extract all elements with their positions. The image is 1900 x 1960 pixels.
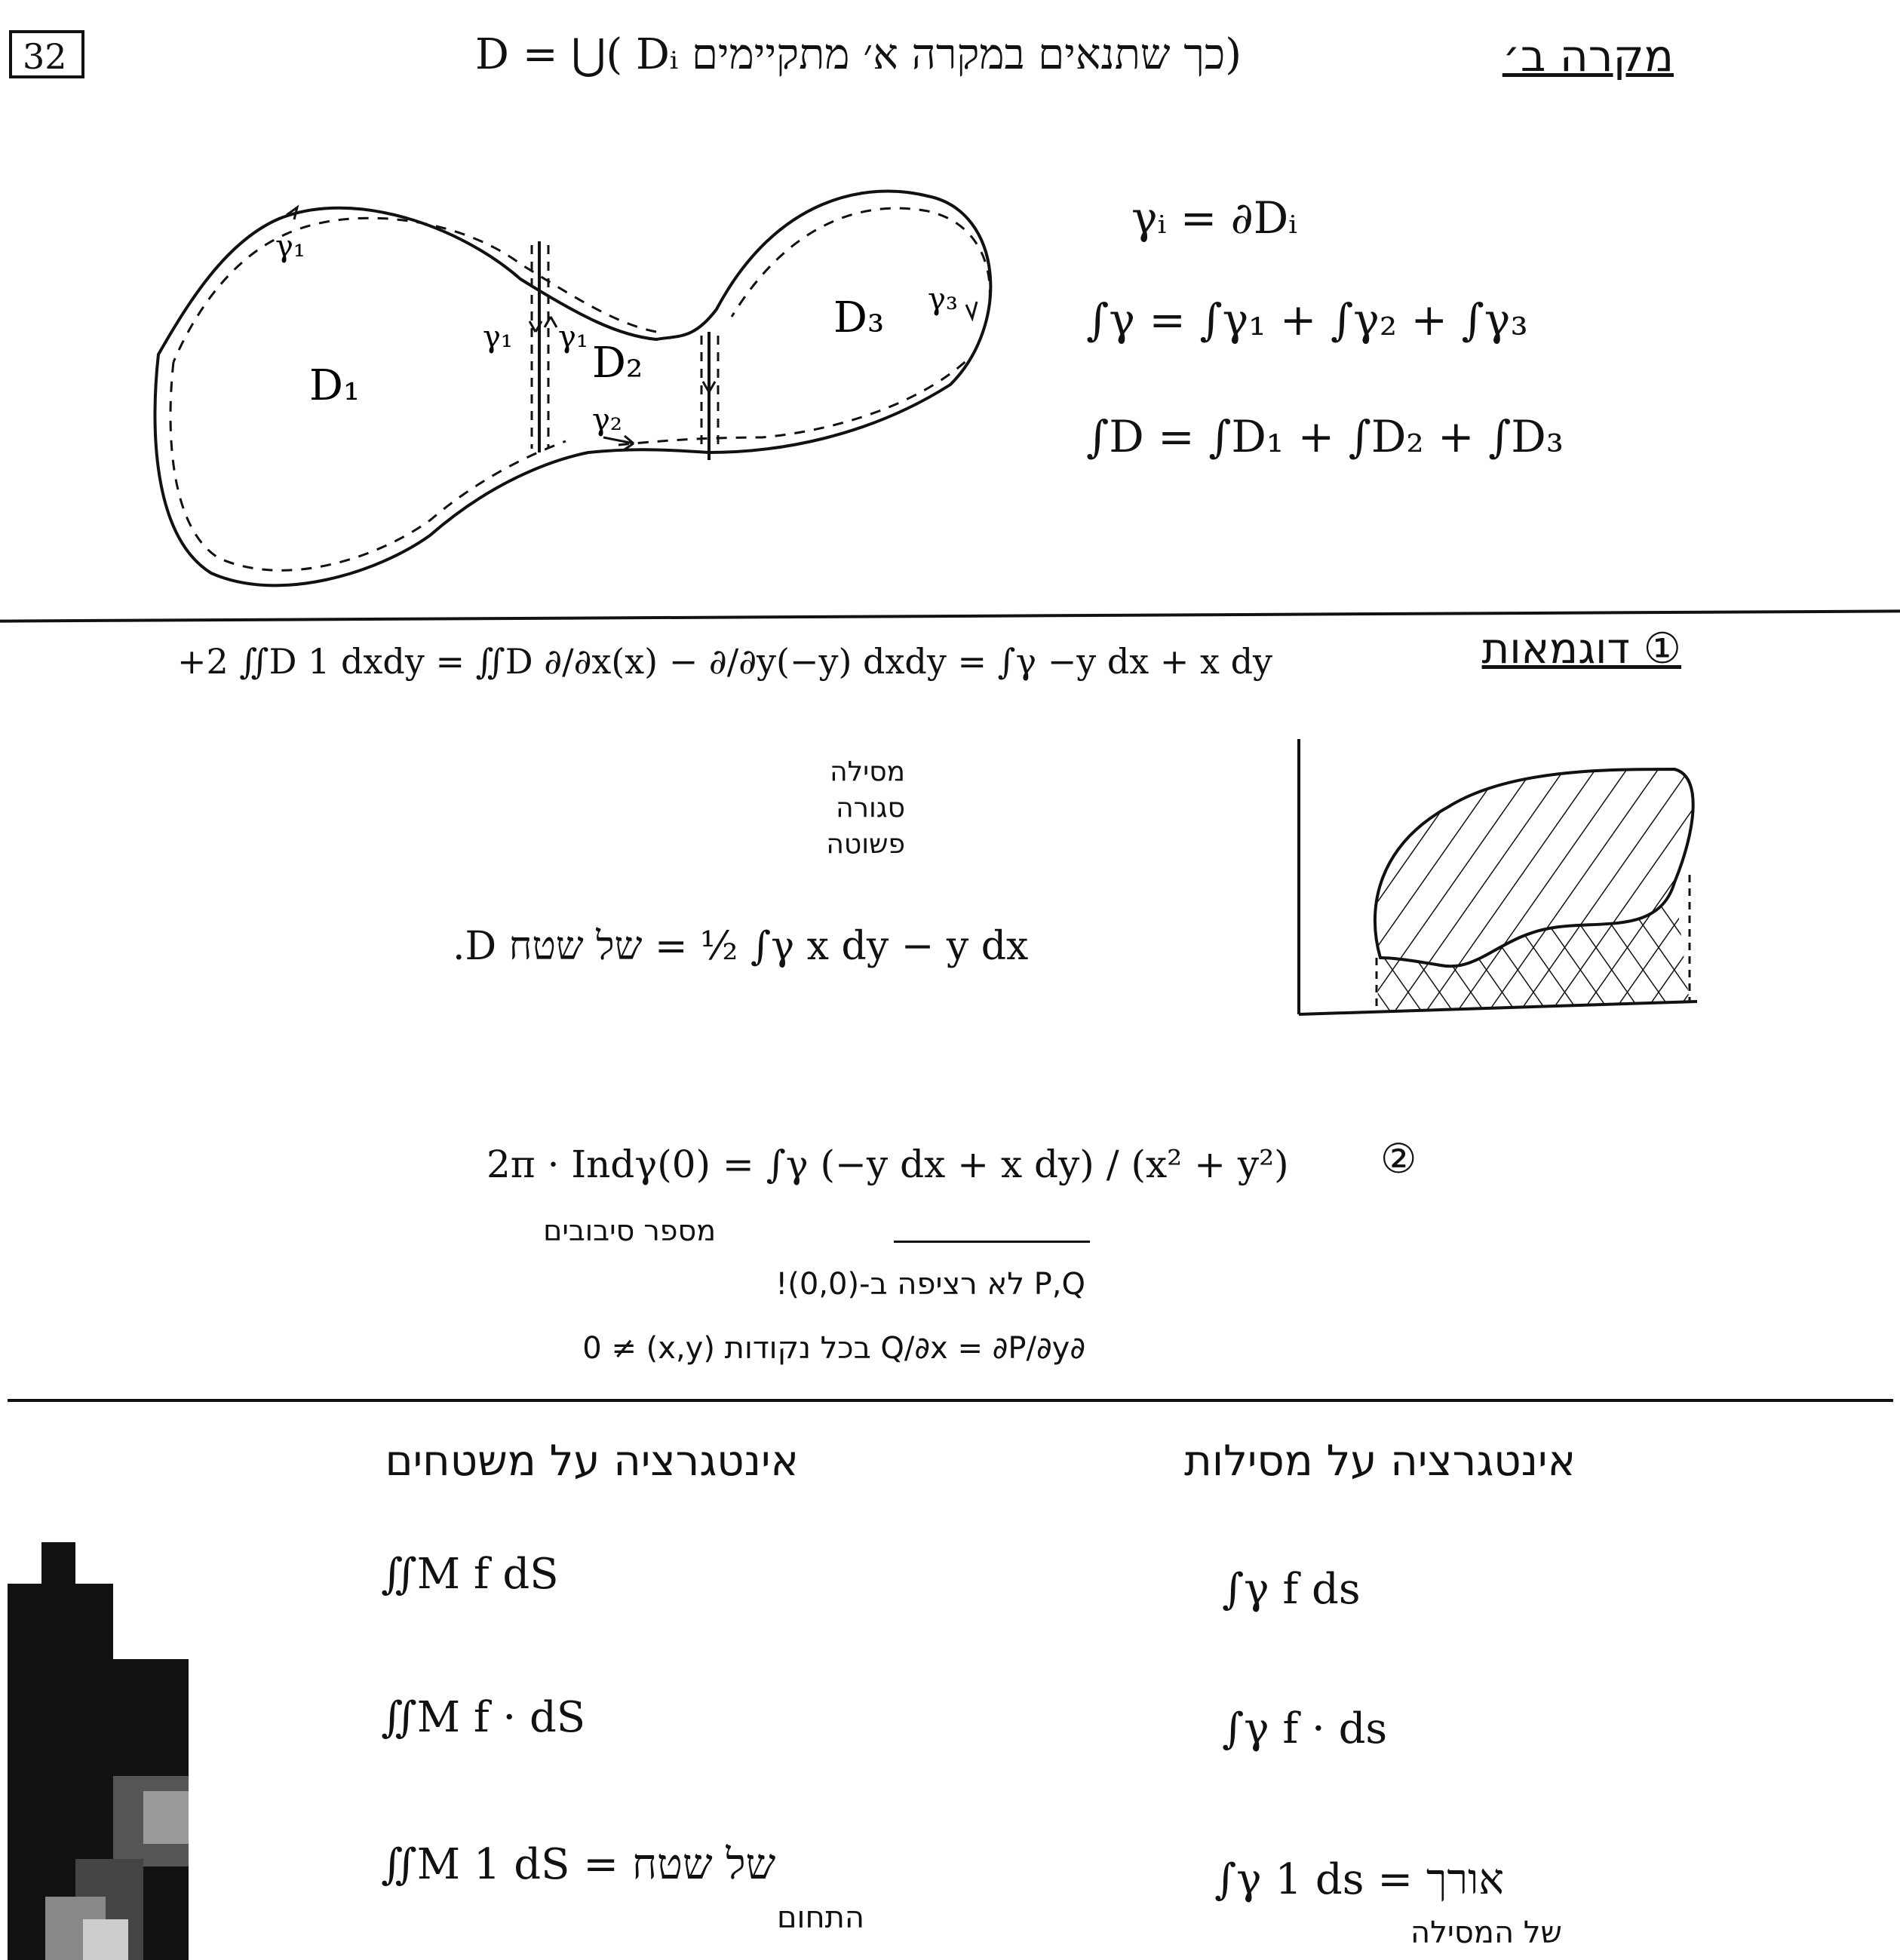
surface-item-1: ∬M f dS bbox=[381, 1550, 559, 1599]
hatched-region-figure bbox=[1282, 724, 1705, 1026]
line-item-2: ∫γ f · ds bbox=[1222, 1704, 1388, 1753]
line-length-note: של המסילה bbox=[1410, 1916, 1562, 1950]
curve-label-3: γ₁ bbox=[558, 320, 588, 354]
curve-label-2: γ₁ bbox=[483, 320, 513, 354]
index-label: מספר סיבובים bbox=[543, 1214, 716, 1247]
curve-note-line-3: פשוטה bbox=[826, 829, 905, 860]
curve-label-5: γ₃ bbox=[928, 282, 958, 317]
area-formula: .D של שטח = ½ ∫γ x dy − y dx bbox=[453, 924, 1029, 969]
page-number: 32 bbox=[23, 36, 67, 77]
green-formula: +2 ∬D 1 dxdy = ∬D ∂/∂x(x) − ∂/∂y(−y) dxdy = ∫γ −y dx + x dy bbox=[177, 641, 1273, 682]
index-underline bbox=[894, 1241, 1090, 1243]
curve-note-line-2: סגורה bbox=[836, 793, 905, 824]
curve-note bbox=[800, 754, 905, 863]
index-formula: 2π · Indγ(0) = ∫γ (−y dx + x dy) / (x² + y²) bbox=[487, 1143, 1289, 1186]
examples-title: ① דוגמאות bbox=[1481, 624, 1681, 673]
eq-line-sum: ∫γ = ∫γ₁ + ∫γ₂ + ∫γ₃ bbox=[1086, 294, 1528, 345]
curve-label-1: γ₁ bbox=[275, 229, 305, 264]
example-2-marker: ② bbox=[1380, 1135, 1417, 1182]
page-number-box bbox=[9, 30, 84, 78]
curve-note-line-1: מסילה bbox=[830, 756, 905, 787]
region-label-d2: D₂ bbox=[592, 339, 643, 388]
line-item-1: ∫γ f ds bbox=[1222, 1565, 1361, 1614]
divider-1 bbox=[0, 609, 1900, 622]
region-label-d1: D₁ bbox=[309, 361, 361, 410]
surface-area-note: התחום bbox=[777, 1900, 864, 1935]
curve-label-4: γ₂ bbox=[592, 403, 622, 437]
eq-area-sum: ∫D = ∫D₁ + ∫D₂ + ∫D₃ bbox=[1086, 411, 1564, 462]
region-label-d3: D₃ bbox=[833, 293, 885, 342]
case-title: מקרה ב׳ bbox=[1502, 30, 1674, 81]
line-item-3: ∫γ 1 ds = אורך bbox=[1214, 1855, 1504, 1904]
surface-item-3: ∬M 1 dS = של שטח bbox=[381, 1840, 776, 1889]
divider-2 bbox=[8, 1399, 1893, 1402]
surface-integrals-title: אינטגרציה על משטחים bbox=[385, 1437, 799, 1486]
surface-item-2: ∬M f · dS bbox=[381, 1693, 586, 1742]
note-derivatives: ∂Q/∂x = ∂P/∂y בכל נקודות (x,y) ≠ 0 bbox=[582, 1331, 1085, 1366]
note-pq: P,Q לא רציפה ב-(0,0)! bbox=[775, 1267, 1085, 1302]
line-integrals-title: אינטגרציה על מסילות bbox=[1184, 1437, 1576, 1486]
scan-artifact bbox=[0, 1542, 196, 1960]
case-statement: D = ⋃( Dᵢ כך שתנאים במקרה א׳ מתקיימים) bbox=[475, 30, 1242, 79]
region-decomposition-figure bbox=[128, 181, 1018, 603]
eq-boundary: γᵢ = ∂Dᵢ bbox=[1131, 192, 1297, 244]
